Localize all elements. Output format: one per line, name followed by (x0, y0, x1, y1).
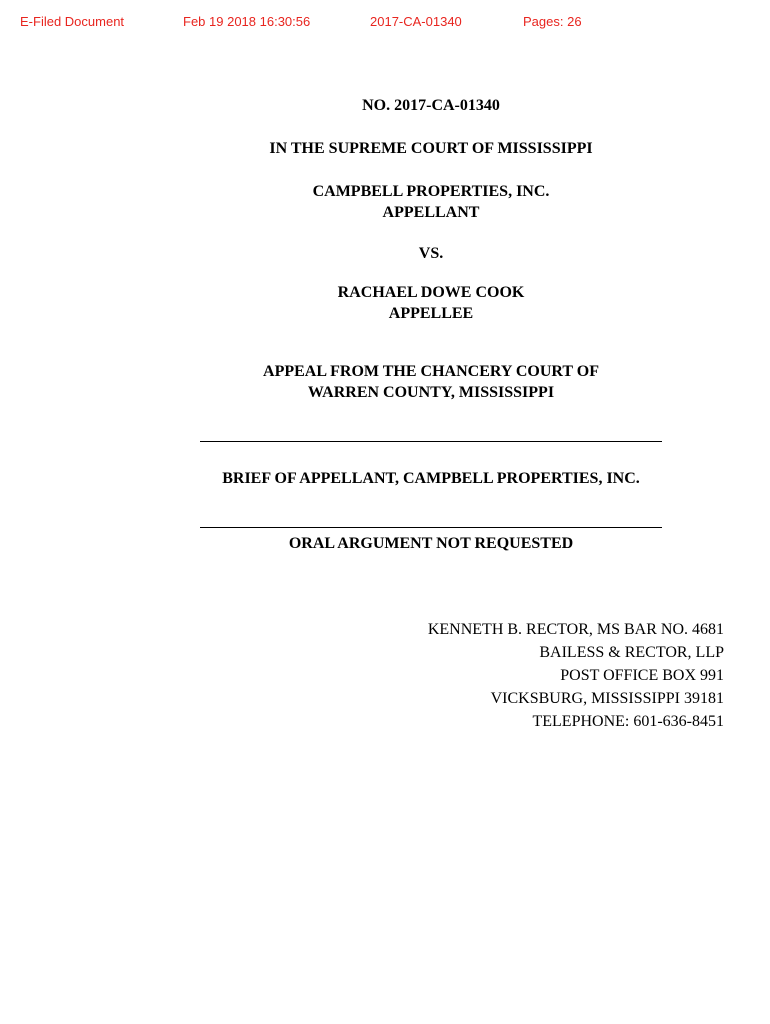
divider-rule (200, 527, 662, 528)
appellant-name: CAMPBELL PROPERTIES, INC. (312, 183, 550, 200)
counsel-name: KENNETH B. RECTOR, MS BAR NO. 4681 (427, 621, 724, 638)
efiled-page-count: Pages: 26 (523, 14, 582, 29)
case-number: NO. 2017-CA-01340 (362, 97, 500, 114)
efiled-label: E-Filed Document (20, 14, 125, 29)
efiled-case-number: 2017-CA-01340 (370, 14, 462, 29)
appellant-role: APPELLANT (382, 204, 480, 221)
court-name: IN THE SUPREME COURT OF MISSISSIPPI (269, 140, 593, 157)
divider-rule (200, 441, 662, 442)
counsel-firm: BAILESS & RECTOR, LLP (539, 644, 724, 661)
efiled-date: Feb 19 2018 16:30:56 (183, 14, 311, 29)
counsel-city: VICKSBURG, MISSISSIPPI 39181 (490, 690, 724, 707)
appellee-name: RACHAEL DOWE COOK (337, 284, 525, 301)
appellee-role: APPELLEE (388, 305, 474, 322)
appeal-origin-line-2: WARREN COUNTY, MISSISSIPPI (307, 384, 555, 401)
appeal-origin-line-1: APPEAL FROM THE CHANCERY COURT OF (263, 363, 599, 380)
brief-title: BRIEF OF APPELLANT, CAMPBELL PROPERTIES, INC. (222, 470, 640, 487)
counsel-block (428, 618, 724, 733)
oral-argument-notice: ORAL ARGUMENT NOT REQUESTED (288, 535, 574, 552)
counsel-address: POST OFFICE BOX 991 (560, 667, 724, 684)
versus: VS. (418, 245, 444, 262)
counsel-phone: TELEPHONE: 601-636-8451 (532, 713, 724, 730)
